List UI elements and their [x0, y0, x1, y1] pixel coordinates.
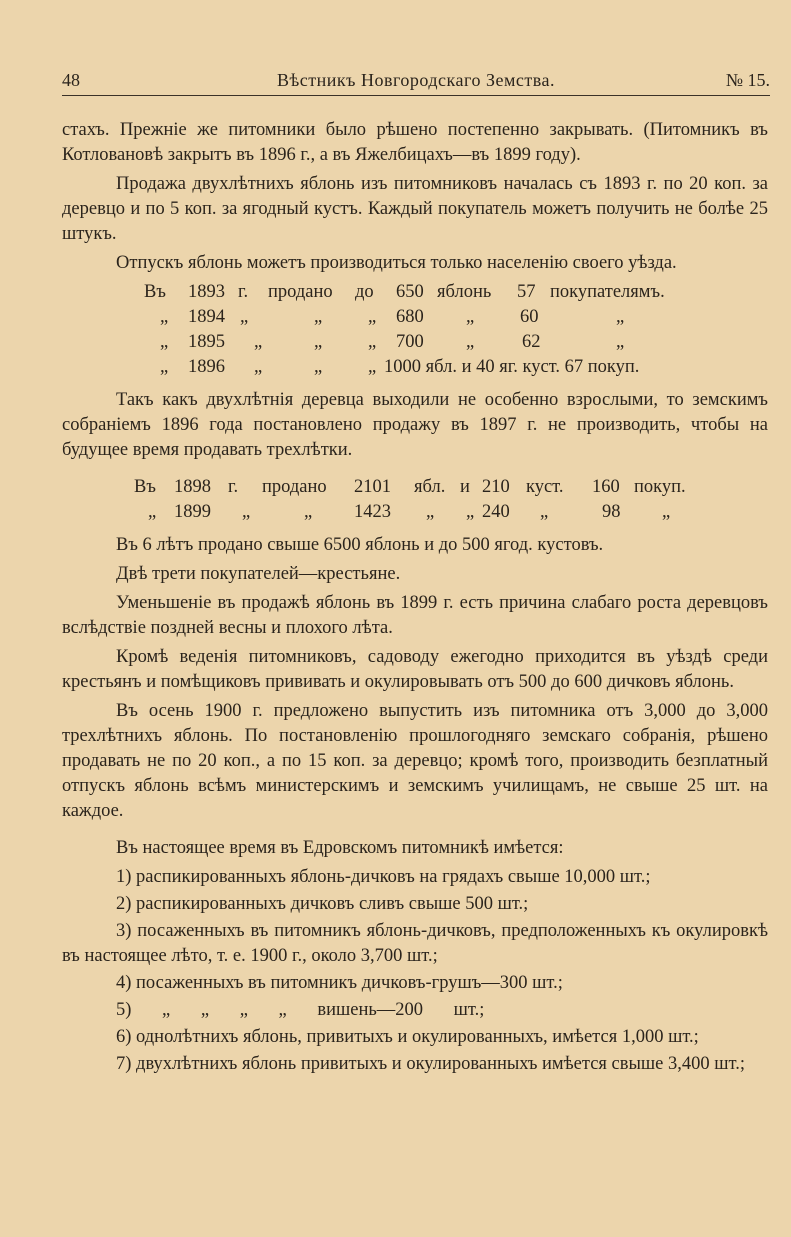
table-row — [62, 280, 768, 305]
table-cell: „ — [304, 502, 313, 522]
table-cell: 1894 — [188, 307, 225, 327]
table-cell: 1895 — [188, 332, 225, 352]
table-cell: „ — [466, 332, 475, 352]
table-cell: 1896 — [188, 357, 225, 377]
list-item: 5) „ „ „ „ вишень—200 шт.; — [116, 1000, 485, 1020]
table-cell: яблонь — [437, 282, 492, 302]
paragraph: Продажа двухлѣтнихъ яблонь изъ питомниковъ началась съ 1893 г. по 20 коп. за деревцо и по 5 коп. за ягодный кустъ. Каждый покупатель можетъ получить не болѣе 25 штукъ. — [62, 174, 768, 244]
table-cell: „ — [466, 307, 475, 327]
table-cell: продано — [268, 282, 333, 302]
running-header — [62, 70, 770, 96]
table-cell: куст. — [526, 477, 564, 497]
table-cell: „ — [254, 332, 263, 352]
table-cell: „ — [368, 307, 377, 327]
table-row — [62, 500, 768, 525]
table-cell: „ — [662, 502, 671, 522]
table-cell: 98 — [602, 502, 621, 522]
paragraph: Двѣ трети покупателей—крестьяне. — [116, 564, 401, 584]
table-cell: „ — [616, 332, 625, 352]
paragraph: стахъ. Прежніе же питомники было рѣшено постепенно закрывать. (Питомникъ въ Котловановѣ закрытъ въ 1896 г., а въ Яжелбицахъ—въ 1899 году). — [62, 120, 768, 165]
table-cell: „ — [254, 357, 263, 377]
paragraph: Кромѣ веденія питомниковъ, садоводу ежегодно приходится въ уѣздѣ среди крестьянъ и помѣщиковъ прививать и окулировывать отъ 500 до 600 дичковъ яблонь. — [62, 647, 768, 692]
table-cell: покупателямъ. — [550, 282, 665, 302]
table-cell: покуп. — [634, 477, 686, 497]
table-cell: 57 — [517, 282, 536, 302]
table-cell: г. — [228, 477, 239, 497]
table-row — [62, 355, 768, 380]
table-cell: г. — [238, 282, 249, 302]
table-cell: 1893 — [188, 282, 225, 302]
table-cell: „ — [368, 332, 377, 352]
inventory-list — [62, 865, 768, 1077]
table-cell: „ — [242, 502, 251, 522]
table-cell: „ — [466, 502, 475, 522]
table-cell: ябл. — [414, 477, 446, 497]
table-cell: 210 — [482, 477, 510, 497]
table-cell: и — [460, 477, 470, 497]
table-cell: 1898 — [174, 477, 211, 497]
table-cell: 680 — [396, 307, 424, 327]
list-item: 6) однолѣтнихъ яблонь, привитыхъ и окулированныхъ, имѣется 1,000 шт.; — [116, 1027, 699, 1047]
paragraph: Въ осень 1900 г. предложено выпустить изъ питомника отъ 3,000 до 3,000 трехлѣтнихъ яблонь. По постановленію прошлогодняго земскаго собранія, рѣшено продавать не по 20 коп., а по 15 коп. за деревцо; кромѣ того, производить безплатный отпускъ яблонь всѣмъ министерскимъ и земскимъ училищамъ, не свыше 25 шт. на каждое. — [62, 701, 768, 821]
table-cell: „ — [148, 502, 157, 522]
table-cell: „ — [426, 502, 435, 522]
table-cell: 240 — [482, 502, 510, 522]
table-cell: продано — [262, 477, 327, 497]
table-cell: 160 — [592, 477, 620, 497]
table-row — [62, 305, 768, 330]
table-cell: Въ — [144, 282, 166, 302]
table-cell: 650 — [396, 282, 424, 302]
table-cell: 62 — [522, 332, 541, 352]
paragraph: Отпускъ яблонь можетъ производиться только населенію своего уѣзда. — [116, 253, 677, 273]
table-cell: „ — [160, 357, 169, 377]
table-cell: 2101 — [354, 477, 391, 497]
table-cell: „ — [540, 502, 549, 522]
table-row — [62, 475, 768, 500]
journal-title: Вѣстникъ Новгородскаго Земства. — [277, 70, 555, 90]
table-cell: Въ — [134, 477, 156, 497]
list-item: 3) посаженныхъ въ питомникъ яблонь-дичковъ, предположенныхъ къ окулировкѣ въ настоящее лѣто, т. е. 1900 г., около 3,700 шт.; — [62, 921, 768, 966]
table-cell: 60 — [520, 307, 539, 327]
table-cell: до — [355, 282, 374, 302]
table-cell: „ — [314, 357, 323, 377]
list-item: 1) распикированныхъ яблонь-дичковъ на грядахъ свыше 10,000 шт.; — [116, 867, 651, 887]
table-cell: „ — [240, 307, 249, 327]
table-cell: „ — [314, 307, 323, 327]
table-cell: „ — [160, 307, 169, 327]
paragraph: Такъ какъ двухлѣтнія деревца выходили не особенно взрослыми, то земскимъ собраніемъ 1896 года постановлено продажу въ 1897 г. не производить, чтобы на будущее время продавать трехлѣтки. — [62, 390, 768, 460]
header-rule — [62, 95, 770, 96]
paragraph: Въ 6 лѣтъ продано свыше 6500 яблонь и до 500 ягод. кустовъ. — [116, 535, 604, 555]
table-cell: 1423 — [354, 502, 391, 522]
list-item: 7) двухлѣтнихъ яблонь привитыхъ и окулированныхъ имѣется свыше 3,400 шт.; — [116, 1054, 745, 1074]
table-cell: „ — [368, 357, 377, 377]
table-row — [62, 330, 768, 355]
list-item: 4) посаженныхъ въ питомникъ дичковъ-грушъ—300 шт.; — [116, 973, 563, 993]
issue-number: № 15. — [725, 70, 770, 90]
paragraph: Уменьшеніе въ продажѣ яблонь въ 1899 г. есть причина слабаго роста деревцовъ вслѣдствіе поздней весны и плохого лѣта. — [62, 593, 768, 638]
table-cell: „ — [160, 332, 169, 352]
table-cell: 1000 ябл. и 40 яг. куст. 67 покуп. — [384, 357, 640, 377]
table-cell: „ — [314, 332, 323, 352]
sales-table-1898-1899 — [62, 475, 768, 525]
sales-table-1893-1896 — [62, 280, 768, 380]
page-number: 48 — [62, 70, 80, 90]
page-body — [62, 118, 768, 1079]
paragraph: Въ настоящее время въ Едровскомъ питомникѣ имѣется: — [116, 838, 564, 858]
table-cell: 700 — [396, 332, 424, 352]
list-item: 2) распикированныхъ дичковъ сливъ свыше 500 шт.; — [116, 894, 529, 914]
table-cell: 1899 — [174, 502, 211, 522]
table-cell: „ — [616, 307, 625, 327]
